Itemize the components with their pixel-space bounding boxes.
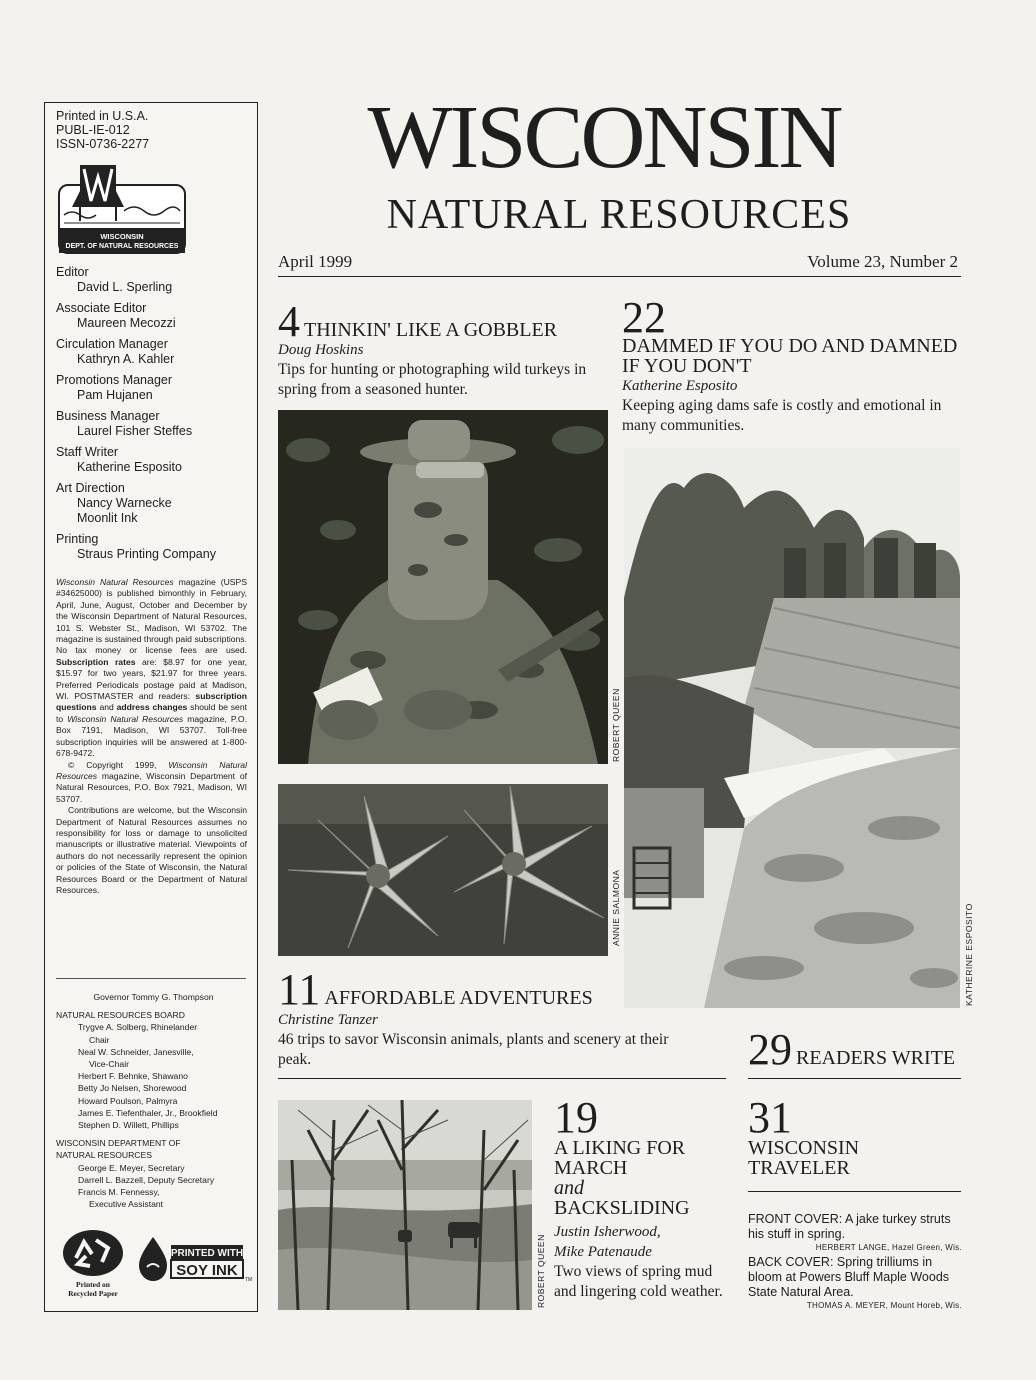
board-member: Chair <box>89 1034 110 1045</box>
dept-member: Francis M. Fennessy, <box>78 1187 160 1198</box>
staff-name: Maureen Mecozzi <box>77 316 176 330</box>
article-title: A LIKING FOR MARCH and BACKSLIDING <box>554 1137 690 1219</box>
board-member: Herbert F. Behnke, Shawano <box>78 1071 188 1082</box>
article-title: WISCONSIN TRAVELER <box>748 1137 860 1179</box>
magazine-subtitle: NATURAL RESOURCES <box>386 192 852 238</box>
staff-name: Pam Hujanen <box>77 388 153 402</box>
magazine-title: WISCONSIN <box>367 88 841 187</box>
print-info <box>56 109 149 151</box>
staff-name: Straus Printing Company <box>77 547 216 561</box>
staff-name: Nancy Warnecke <box>77 496 172 510</box>
page-number: 4 <box>278 297 300 346</box>
photo-credit: ROBERT QUEEN <box>611 688 621 762</box>
article-author: Doug Hoskins <box>278 342 364 358</box>
staff-role: Business Manager <box>56 409 160 423</box>
svg-text:SOY INK: SOY INK <box>176 1262 238 1279</box>
photo-credit: ANNIE SALMONA <box>611 869 621 946</box>
divider <box>748 1191 961 1192</box>
page-number: 31 <box>748 1093 792 1142</box>
divider <box>748 1078 961 1079</box>
page-number: 11 <box>278 965 321 1014</box>
logo-text-dept: DEPT. OF NATURAL RESOURCES <box>65 243 179 250</box>
photo-credit: KATHERINE ESPOSITO <box>964 903 974 1006</box>
svg-text:PRINTED WITH: PRINTED WITH <box>170 1248 244 1259</box>
back-cover-caption: BACK COVER: Spring trilliums in bloom at Powers Bluff Maple Woods State Natural Area. <box>748 1255 950 1299</box>
staff-role: Associate Editor <box>56 301 147 315</box>
photo-turkey-hunter <box>278 410 608 764</box>
photo-credit: ROBERT QUEEN <box>536 1234 546 1308</box>
article-dams[interactable] <box>622 293 962 436</box>
dept-member: Executive Assistant <box>89 1199 164 1210</box>
photo-dam <box>624 448 960 1008</box>
article-gobbler[interactable] <box>278 297 608 400</box>
article-heading <box>278 965 678 1014</box>
issn: ISSN-0736-2277 <box>56 137 150 151</box>
copyright-paragraph: © Copyright 1999, Wisconsin Natural Resources magazine, Wisconsin Department of Natural Resources, P.O. Box 7921, Madison, WI 53707. <box>56 759 247 804</box>
staff-list <box>56 265 252 568</box>
article-author: Christine Tanzer <box>278 1012 378 1028</box>
dept-heading: NATURAL RESOURCES <box>56 1150 152 1161</box>
article-description: Tips for hunting or photographing wild turkeys in spring from a seasoned hunter. <box>278 361 587 398</box>
notice-paragraph: Wisconsin Natural Resources magazine (USPS #34625000) is published bimonthly in February, April, June, August, October and December by the Wisconsin Department of Natural Resources, 101 S. Webster St., Madison, WI 53702. The magazine is sustained through paid subscriptions. No tax money or license fees are used. Subscription rates are: $8.97 for one year, $15.97 for two years, $21.97 for three years. Preferred Periodicals postage paid at Madison, WI. POSTMASTER and readers: subscription questions and address changes should be sent to Wisconsin Natural Resources magazine, P.O. Box 7191, Madison, WI 53707. Toll-free subscription inquiries will be answered at 1-800-678-9472. <box>56 577 248 759</box>
wdnr-logo <box>58 163 186 255</box>
cover-captions <box>748 1212 962 1313</box>
board-heading: NATURAL RESOURCES BOARD <box>56 1010 185 1021</box>
board-member: Neal W. Schneider, Janesville, <box>78 1046 194 1057</box>
staff-role: Printing <box>56 532 99 546</box>
governor: Governor Tommy G. Thompson <box>93 992 214 1002</box>
staff-name: Katherine Esposito <box>77 460 182 474</box>
recycled-paper-badge: Printed on Recycled Paper <box>61 1228 125 1308</box>
staff-role: Promotions Manager <box>56 373 173 387</box>
publication-notice <box>56 577 247 896</box>
board-member: Howard Poulson, Palmyra <box>78 1095 178 1106</box>
masthead-sidebar <box>44 102 258 1312</box>
article-traveler[interactable] <box>748 1093 962 1179</box>
page-number: 19 <box>554 1093 598 1142</box>
article-description: Keeping aging dams safe is costly and emotional in many communities. <box>622 397 942 434</box>
contributions-paragraph: Contributions are welcome, but the Wisconsin Department of Natural Resources assumes no responsibility for loss or damage to unsolicited manuscripts or illustrative material. Viewpoints of authors do not necessarily represent the opinion or policies of the State of Wisconsin, the Natural Resources Board or the Department of Natural Resources. <box>56 805 247 895</box>
staff-name: Laurel Fisher Steffes <box>77 424 193 438</box>
issue-volume: Volume 23, Number 2 <box>807 252 958 271</box>
page-number: 29 <box>748 1025 792 1074</box>
article-title: READERS WRITE <box>796 1047 956 1069</box>
dept-member: Darrell L. Bazzell, Deputy Secretary <box>78 1174 215 1185</box>
staff-role: Staff Writer <box>56 445 119 459</box>
page-number: 22 <box>622 293 666 342</box>
article-title: DAMMED IF YOU DO AND DAMNED IF YOU DON'T <box>622 335 958 377</box>
front-cover-credit: HERBERT LANGE, Hazel Green, Wis. <box>815 1243 962 1252</box>
back-cover-credit: THOMAS A. MEYER, Mount Horeb, Wis. <box>806 1301 962 1310</box>
photo-spring-field <box>278 1100 532 1310</box>
recycle-icon <box>62 1228 124 1278</box>
dept-member: George E. Meyer, Secretary <box>78 1162 185 1173</box>
soy-ink-badge <box>135 1233 251 1283</box>
board-list <box>56 991 251 1210</box>
article-title: THINKIN' LIKE A GOBBLER <box>304 319 558 341</box>
board-member: Trygve A. Solberg, Rhinelander <box>78 1022 198 1033</box>
divider <box>56 978 246 979</box>
staff-name: Moonlit Ink <box>77 511 138 525</box>
board-member: Vice-Chair <box>89 1059 129 1070</box>
article-adventures[interactable] <box>278 965 678 1070</box>
article-description: 46 trips to savor Wisconsin animals, plants and scenery at their peak. <box>278 1031 669 1068</box>
dept-heading: WISCONSIN DEPARTMENT OF <box>56 1138 181 1149</box>
staff-role: Circulation Manager <box>56 337 168 351</box>
svg-text:TM: TM <box>245 1277 253 1283</box>
staff-name: Kathryn A. Kahler <box>77 352 175 366</box>
article-heading <box>278 297 608 346</box>
article-description: Two views of spring mud and lingering cold weather. <box>554 1263 723 1300</box>
logo-text-wisconsin: WISCONSIN <box>100 232 144 241</box>
staff-role: Art Direction <box>56 481 125 495</box>
printed-in: Printed in U.S.A. <box>56 109 149 123</box>
divider <box>278 1078 726 1079</box>
publication-number: PUBL-IE-012 <box>56 123 130 137</box>
article-title: AFFORDABLE ADVENTURES <box>324 987 593 1009</box>
board-member: Stephen D. Willett, Phillips <box>78 1120 179 1131</box>
article-author: Justin Isherwood, Mike Patenaude <box>554 1224 661 1260</box>
board-member: Betty Jo Nelsen, Shorewood <box>78 1083 187 1094</box>
board-member: James E. Tiefenthaler, Jr., Brookfield <box>78 1107 218 1118</box>
front-cover-caption: FRONT COVER: A jake turkey struts his stuff in spring. <box>748 1212 951 1241</box>
article-author: Katherine Esposito <box>622 378 738 394</box>
photo-lilies <box>278 784 608 956</box>
staff-role: Editor <box>56 265 89 279</box>
staff-name: David L. Sperling <box>77 280 173 294</box>
article-backsliding[interactable] <box>554 1093 734 1302</box>
article-readers-write[interactable] <box>748 1025 962 1074</box>
header-divider <box>278 276 961 277</box>
issue-date: April 1999 <box>278 252 353 271</box>
